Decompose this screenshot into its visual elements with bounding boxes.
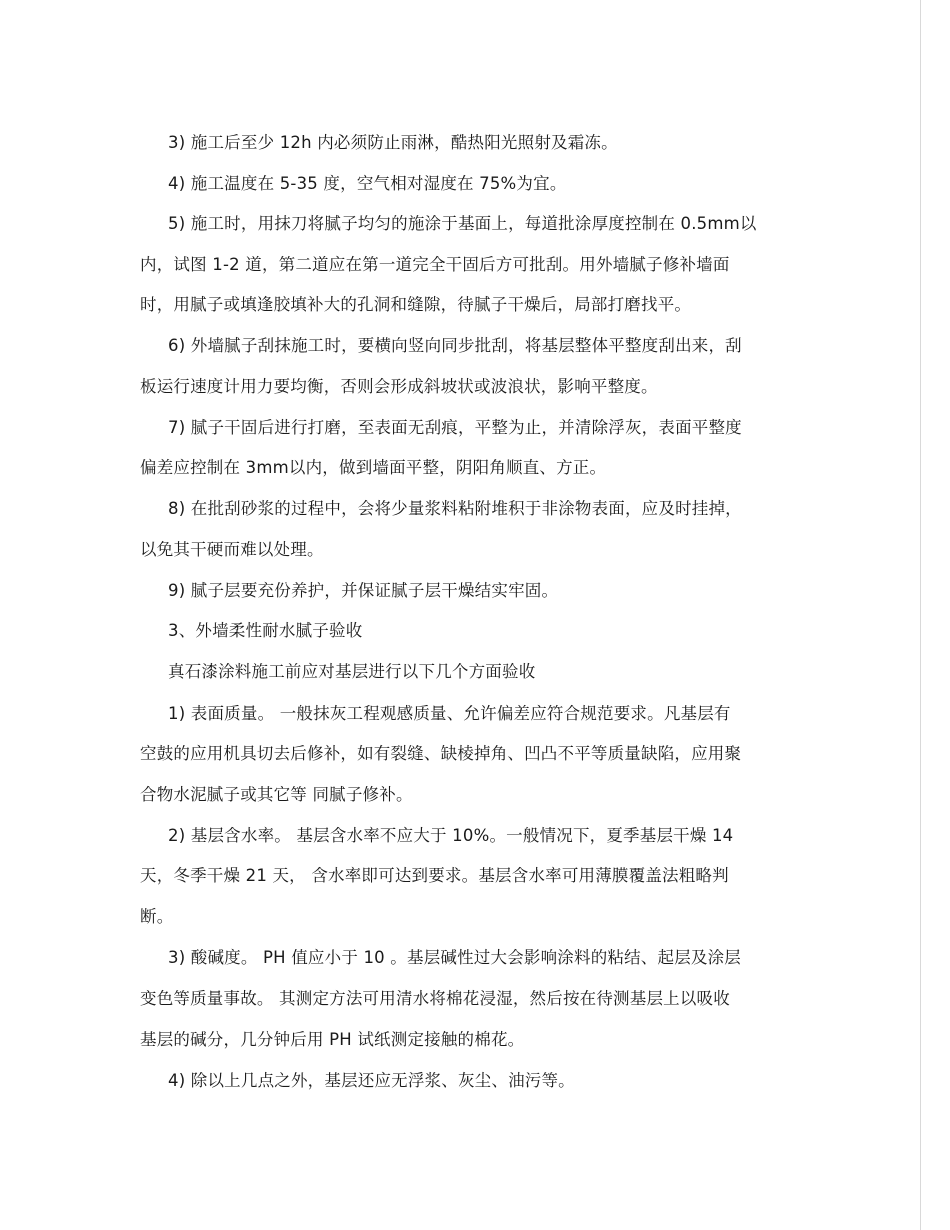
text-line: 5) 施工时，用抹刀将腻子均匀的施涂于基面上，每道批涂厚度控制在 0.5mm以 [168, 214, 757, 233]
text-line: 6) 外墙腻子刮抹施工时，要横向竖向同步批刮，将基层整体平整度刮出来，刮 [168, 336, 742, 355]
text-line: 合物水泥腻子或其它等 同腻子修补。 [140, 785, 413, 804]
text-line: 板运行速度计用力要均衡，否则会形成斜坡状或波浪状，影响平整度。 [140, 377, 658, 396]
text-line: 3) 施工后至少 12h 内必须防止雨淋，酷热阳光照射及霜冻。 [168, 133, 618, 152]
text-line: 8) 在批刮砂浆的过程中，会将少量浆料粘附堆积于非涂物表面，应及时挂掉， [168, 499, 742, 518]
text-line: 基层的碱分，几分钟后用 PH 试纸测定接触的棉花。 [140, 1030, 525, 1049]
text-line: 真石漆涂料施工前应对基层进行以下几个方面验收 [168, 662, 536, 681]
text-line: 3) 酸碱度。 PH 值应小于 10 。基层碱性过大会影响涂料的粘结、起层及涂层 [168, 948, 742, 967]
text-line: 2) 基层含水率。 基层含水率不应大于 10%。一般情况下，夏季基层干燥 14 [168, 826, 734, 845]
section-heading: 3、外墙柔性耐水腻子验收 [168, 621, 363, 640]
text-line: 以免其干硬而难以处理。 [140, 540, 324, 559]
text-line: 空鼓的应用机具切去后修补，如有裂缝、缺棱掉角、凹凸不平等质量缺陷，应用聚 [140, 744, 742, 763]
text-line: 4) 除以上几点之外，基层还应无浮浆、灰尘、油污等。 [168, 1071, 575, 1090]
text-line: 1) 表面质量。 一般抹灰工程观感质量、允许偏差应符合规范要求。凡基层有 [168, 704, 731, 723]
text-line: 7) 腻子干固后进行打磨，至表面无刮痕，平整为止，并清除浮灰，表面平整度 [168, 418, 742, 437]
page-right-margin [921, 0, 950, 1230]
text-line: 变色等质量事故。 其测定方法可用清水将棉花浸湿，然后按在待测基层上以吸收 [140, 989, 730, 1008]
text-line: 断。 [140, 907, 174, 926]
text-line: 内，试图 1-2 道，第二道应在第一道完全干固后方可批刮。用外墙腻子修补墙面 [140, 255, 730, 274]
text-line: 偏差应控制在 3mm以内，做到墙面平整，阴阳角顺直、方正。 [140, 458, 607, 477]
text-line: 时，用腻子或填逢胶填补大的孔洞和缝隙，待腻子干燥后，局部打磨找平。 [140, 295, 692, 314]
text-line: 天，冬季干燥 21 天， 含水率即可达到要求。基层含水率可用薄膜覆盖法粗略判 [140, 866, 729, 885]
text-line: 9) 腻子层要充份养护，并保证腻子层干燥结实牢固。 [168, 581, 559, 600]
text-line: 4) 施工温度在 5-35 度，空气相对湿度在 75%为宜。 [168, 174, 567, 193]
